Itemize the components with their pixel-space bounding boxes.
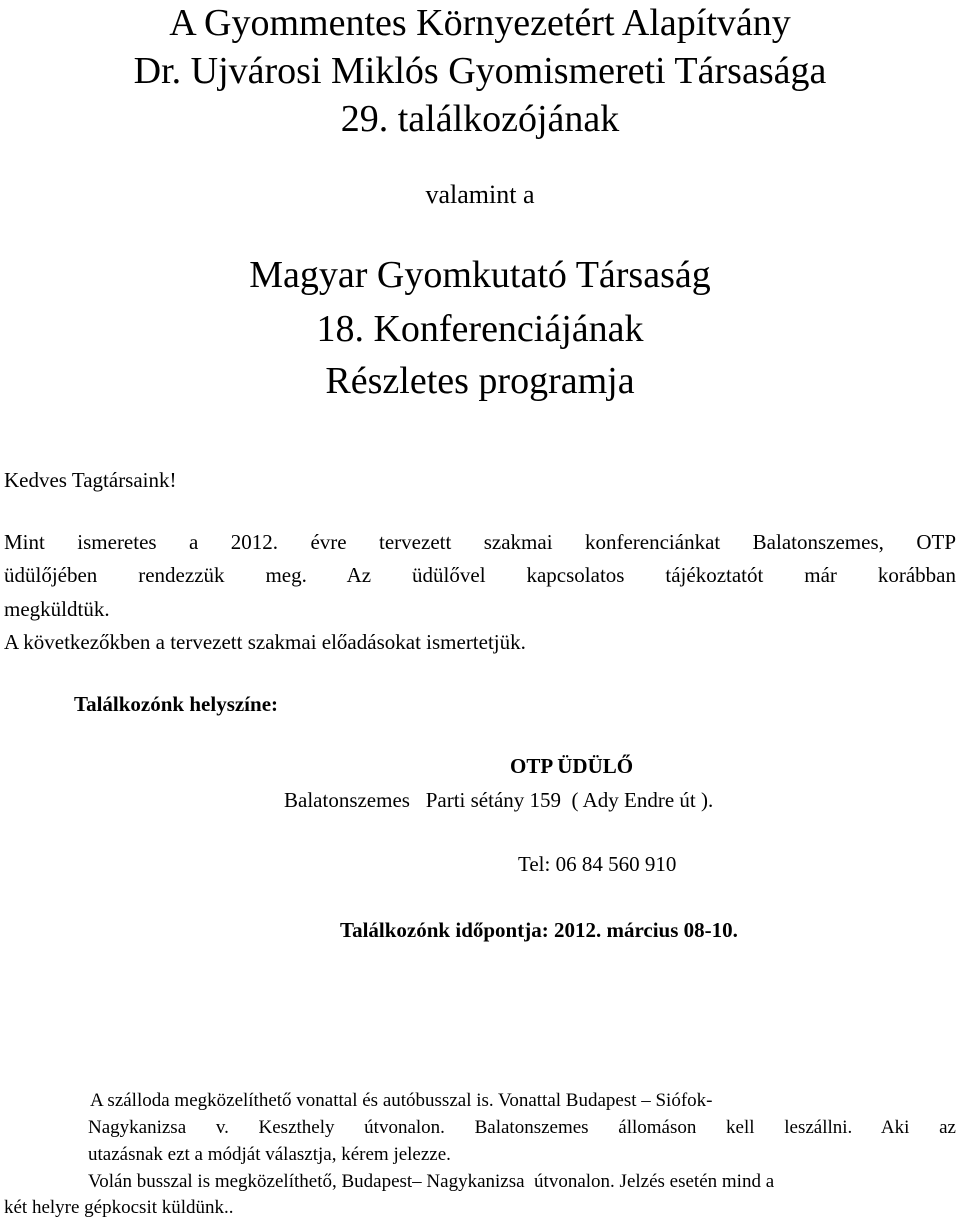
society-title: Dr. Ujvárosi Miklós Gyomismereti Társasága: [133, 50, 827, 92]
conference-number: 18. Konferenciájának: [316, 308, 644, 350]
travel-line-5: két helyre gépkocsit küldünk..: [4, 1197, 234, 1218]
intro-paragraph-2: A következőkben a tervezett szakmai előadásokat ismertetjük.: [4, 630, 526, 654]
intro-line-3: megküldtük.: [4, 597, 110, 621]
meeting-date: Találkozónk időpontja: 2012. március 08-10.: [340, 918, 738, 942]
venue-name: OTP ÜDÜLŐ: [510, 754, 634, 778]
venue-address: Balatonszemes Parti sétány 159 ( Ady Endre út ).: [284, 788, 714, 812]
greeting: Kedves Tagtársaink!: [4, 468, 177, 492]
intro-line-2: üdülőjében rendezzük meg. Az üdülővel kapcsolatos tájékoztatót már korábban: [4, 563, 956, 587]
program-title: Részletes programja: [325, 360, 635, 402]
venue-phone: Tel: 06 84 560 910: [518, 852, 677, 876]
meeting-number: 29. találkozójának: [340, 98, 620, 140]
connector-text: valamint a: [425, 180, 535, 209]
org-title: A Gyommentes Környezetért Alapítvány: [169, 2, 791, 44]
venue-heading: Találkozónk helyszíne:: [74, 692, 279, 716]
travel-line-2: Nagykanizsa v. Keszthely útvonalon. Balatonszemes állomáson kell leszállni. Aki az: [88, 1117, 956, 1138]
travel-line-4: Volán busszal is megközelíthető, Budapest– Nagykanizsa útvonalon. Jelzés esetén mind a: [88, 1171, 775, 1192]
travel-line-1: A szálloda megközelíthető vonattal és autóbusszal is. Vonattal Budapest – Siófok-: [90, 1090, 713, 1111]
travel-line-3: utazásnak ezt a módját választja, kérem jelezze.: [88, 1144, 451, 1165]
intro-line-1: Mint ismeretes a 2012. évre tervezett szakmai konferenciánkat Balatonszemes, OTP: [4, 530, 956, 554]
association-title: Magyar Gyomkutató Társaság: [249, 254, 711, 296]
